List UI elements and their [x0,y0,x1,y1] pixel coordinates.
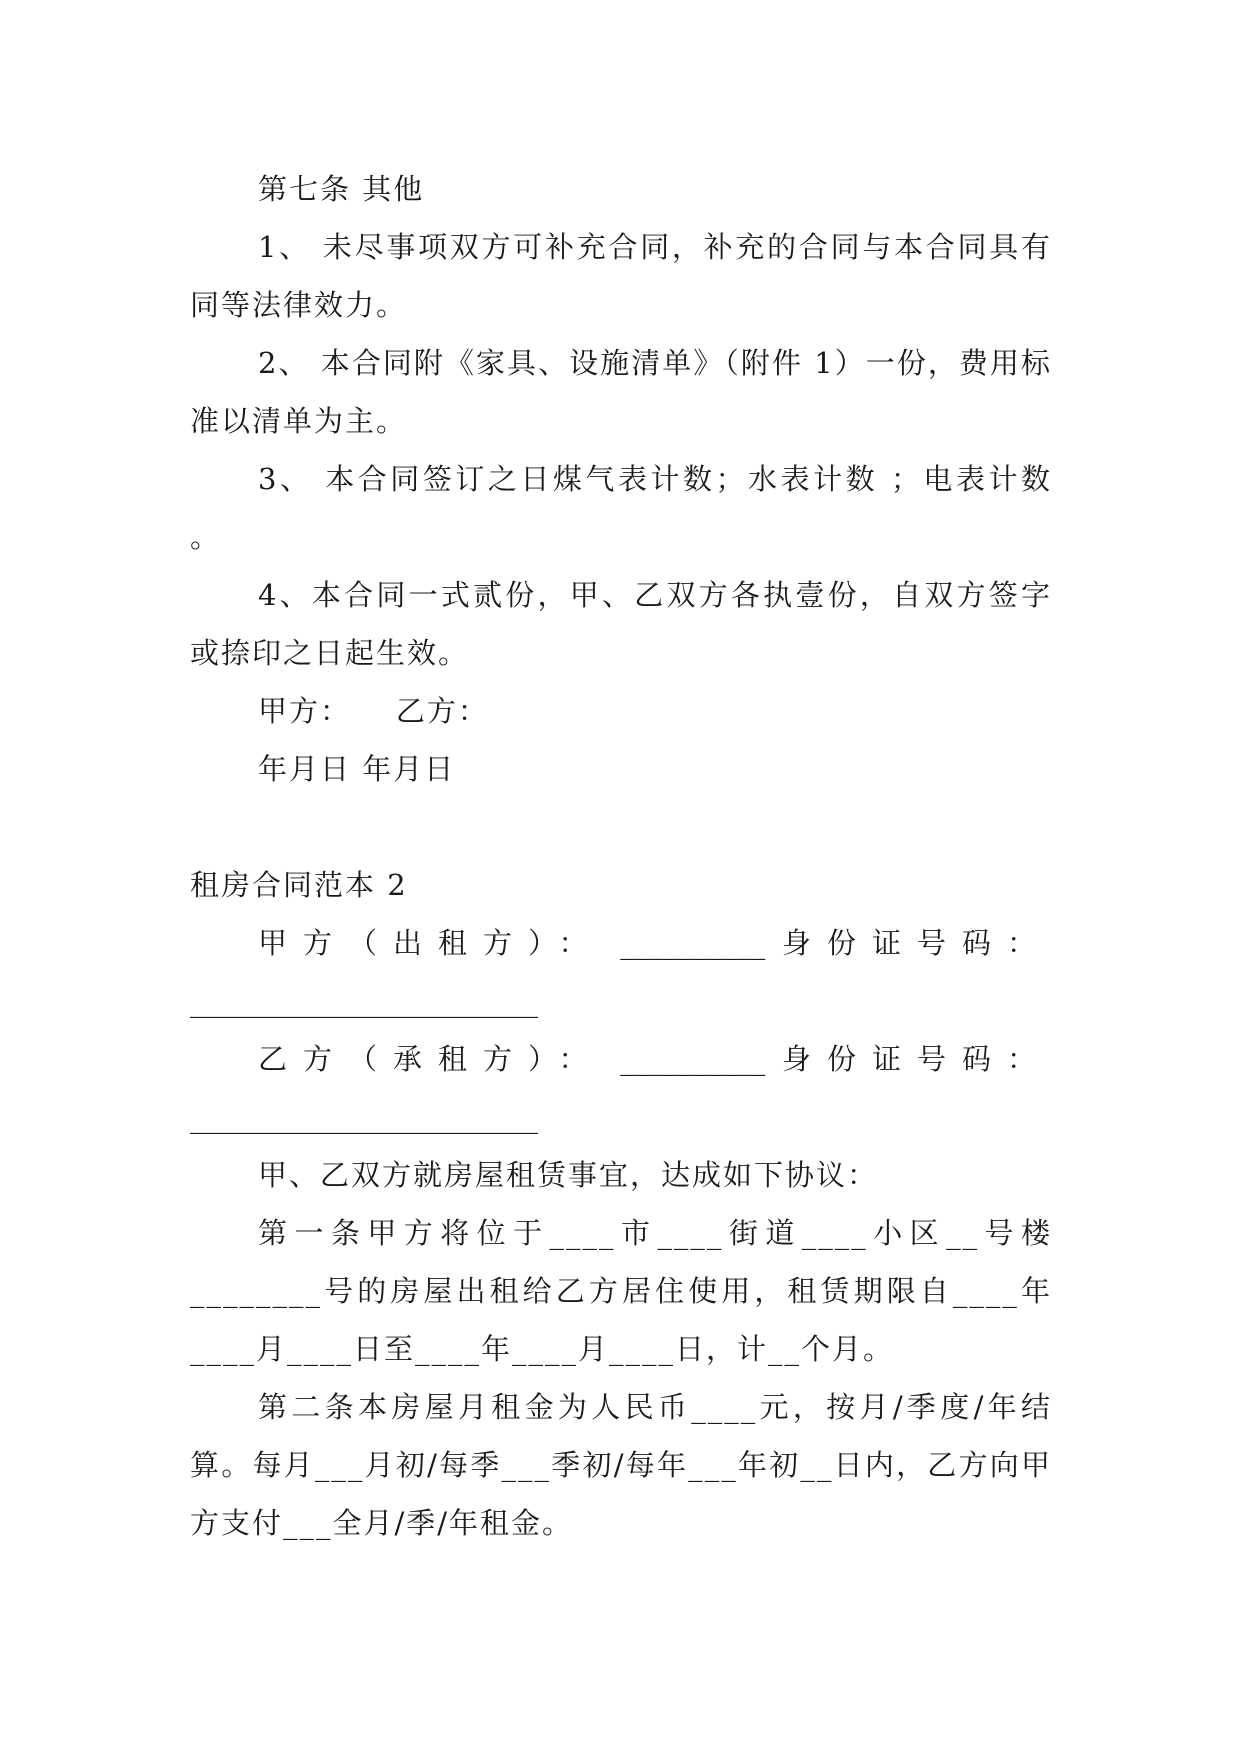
sample-2-title: 租房合同范本 2 [190,868,408,902]
signature-line: 甲方： 乙方： [258,694,489,728]
party-a-id-label: 身份证号码： [781,926,1052,960]
article-7-item-2: 2、 本合同附《家具、设施清单》（附件 1）一份，费用标准以清单为主。 [190,346,1052,438]
party-a-blank: __________ [620,926,766,960]
article-7-item-1: 1、 未尽事项双方可补充合同，补充的合同与本合同具有同等法律效力。 [190,230,1052,322]
party-a-id-blank: ________________________ [190,984,538,1018]
section-gap [190,798,1052,856]
article-7-item-4: 4、本合同一式贰份，甲、乙双方各执壹份，自双方签字或捺印之日起生效。 [190,578,1052,670]
party-b-label: 乙方（承租方）： [258,1042,604,1076]
article-1: 第一条甲方将位于____市____街道____小区__号楼________号的房屋出租给乙方居住使用，租赁期限自____年____月____日至____年____月____日，计__个月。 [190,1216,1052,1366]
agreement-intro: 甲、乙双方就房屋租赁事宜，达成如下协议： [258,1158,879,1192]
party-a-label: 甲方（出租方）： [258,926,604,960]
party-b-line [190,1030,1052,1088]
article-7-item-3: 3、 本合同签订之日煤气表计数；水表计数 ；电表计数 。 [190,462,1064,554]
party-a-line [190,914,1052,972]
party-b-id-blank: ________________________ [190,1100,538,1134]
party-b-id-label: 身份证号码： [781,1042,1052,1076]
article-2: 第二条本房屋月租金为人民币____元，按月/季度/年结算。每月___月初/每季___季初/每年___年初__日内，乙方向甲方支付___全月/季/年租金。 [190,1390,1052,1540]
document-page [190,160,1064,1552]
article-7-heading: 第七条 其他 [258,172,425,206]
signature-dates: 年月日 年月日 [258,752,456,786]
party-b-blank: __________ [620,1042,766,1076]
